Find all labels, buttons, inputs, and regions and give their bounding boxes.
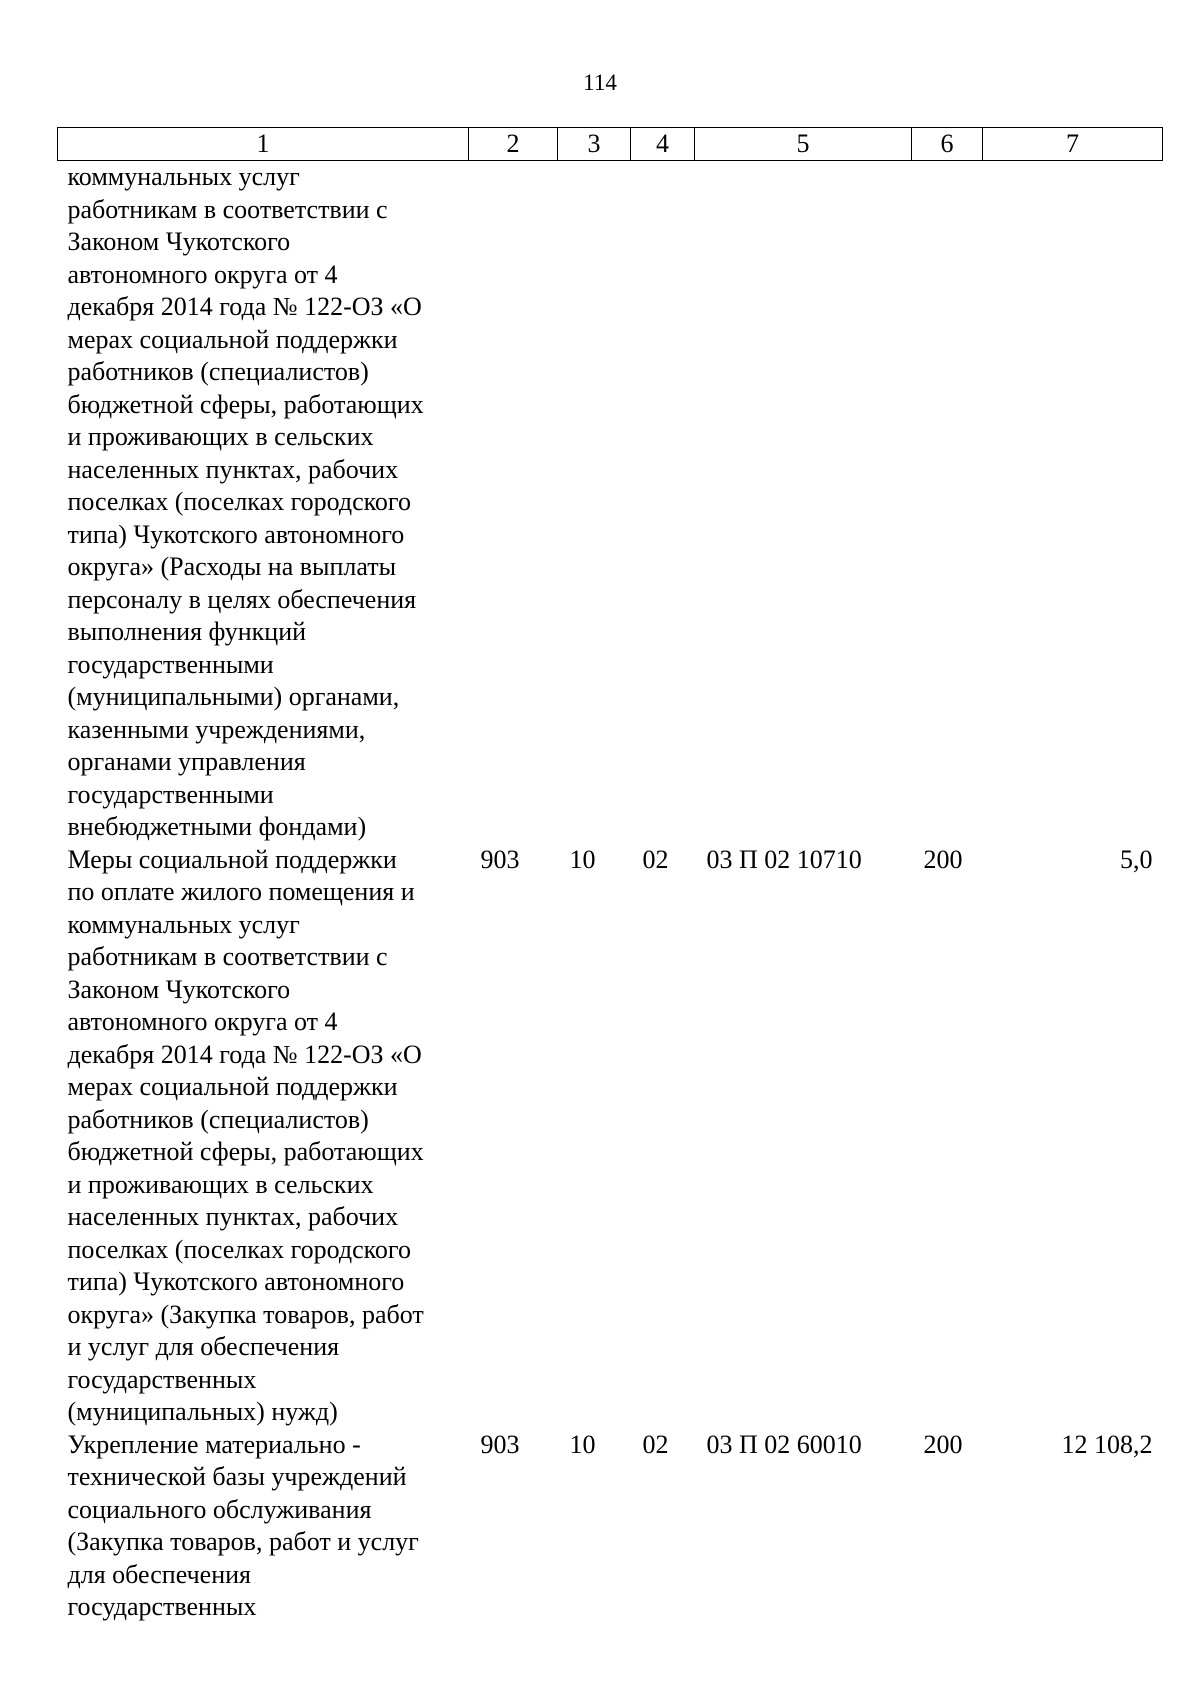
row-name-line: поселках (поселках городского bbox=[67, 487, 411, 516]
row-name-line: округа» (Закупка товаров, работ bbox=[67, 1299, 424, 1329]
amount-cell: 12 108,2 bbox=[1061, 1429, 1153, 1459]
expense-type-cell: 200 bbox=[923, 844, 963, 874]
row-name-line: государственных bbox=[67, 1592, 257, 1621]
row-name-line: работников (специалистов) bbox=[67, 1104, 369, 1134]
row-name-line: технической базы учреждений bbox=[67, 1462, 407, 1491]
row-name-line: для обеспечения bbox=[67, 1559, 251, 1589]
row-name-line: органами управления bbox=[67, 747, 306, 776]
row-name-line: персоналу в целях обеспечения bbox=[67, 584, 417, 614]
row-name-line: автономного округа от 4 bbox=[67, 1007, 338, 1036]
header-col-6: 6 bbox=[912, 128, 983, 161]
row-name-line: (муниципальных) нужд) bbox=[67, 1397, 338, 1426]
row-name-line: коммунальных услуг bbox=[67, 162, 300, 191]
row-name-cell bbox=[58, 161, 469, 844]
target-article-cell: 03 П 02 10710 bbox=[706, 844, 862, 874]
row-name-line: государственными bbox=[67, 649, 274, 679]
row-name-line: работникам в соответствии с bbox=[67, 194, 388, 224]
header-col-1: 1 bbox=[58, 128, 469, 161]
row-name-line: бюджетной сферы, работающих bbox=[67, 389, 424, 419]
row-name-line: поселках (поселках городского bbox=[67, 1234, 411, 1264]
table-row bbox=[58, 1429, 1163, 1624]
row-name-line: населенных пунктах, рабочих bbox=[67, 1202, 399, 1231]
row-name-line: государственными bbox=[67, 779, 274, 809]
budget-table bbox=[57, 127, 1163, 1624]
row-name-cell bbox=[58, 844, 469, 1429]
row-name-line: и услуг для обеспечения bbox=[67, 1332, 340, 1361]
row-name-line: мерах социальной поддержки bbox=[67, 1072, 398, 1101]
row-name-line: государственных bbox=[67, 1364, 257, 1394]
grbs-cell: 903 bbox=[480, 844, 520, 874]
row-name-line: декабря 2014 года № 122-ОЗ «О bbox=[67, 292, 422, 321]
header-col-7: 7 bbox=[983, 128, 1163, 161]
header-col-5: 5 bbox=[695, 128, 912, 161]
row-name-line: выполнения функций bbox=[67, 617, 307, 646]
row-name-line: бюджетной сферы, работающих bbox=[67, 1137, 424, 1166]
page-number: 114 bbox=[583, 70, 617, 95]
section-cell: 10 bbox=[569, 844, 596, 874]
row-name-line: (Закупка товаров, работ и услуг bbox=[67, 1527, 419, 1556]
table-body bbox=[58, 161, 1163, 1624]
row-name-line: и проживающих в сельских bbox=[67, 422, 374, 451]
table-row bbox=[58, 161, 1163, 844]
row-name-cell bbox=[58, 1429, 469, 1624]
grbs-cell bbox=[469, 161, 558, 844]
row-name-line: работников (специалистов) bbox=[67, 357, 369, 386]
section-cell bbox=[558, 161, 631, 844]
row-name-line: социального обслуживания bbox=[67, 1494, 372, 1524]
subsection-cell bbox=[631, 161, 695, 844]
expense-type-cell bbox=[912, 161, 983, 844]
header-col-4: 4 bbox=[631, 128, 695, 161]
row-name-line: по оплате жилого помещения и bbox=[67, 877, 415, 906]
row-name-line: типа) Чукотского автономного bbox=[67, 519, 405, 549]
expense-type-cell: 200 bbox=[923, 1429, 963, 1459]
header-col-3: 3 bbox=[558, 128, 631, 161]
row-name-line: мерах социальной поддержки bbox=[67, 324, 398, 354]
row-name-line: Укрепление материально - bbox=[67, 1429, 361, 1459]
table-row bbox=[58, 844, 1163, 1429]
target-article-cell: 03 П 02 60010 bbox=[706, 1429, 862, 1459]
row-name-line: и проживающих в сельских bbox=[67, 1169, 374, 1199]
row-name-line: Меры социальной поддержки bbox=[67, 844, 397, 874]
row-name-line: коммунальных услуг bbox=[67, 909, 300, 939]
subsection-cell: 02 bbox=[642, 844, 669, 874]
row-name-line: Законом Чукотского bbox=[67, 227, 291, 256]
row-name-line: внебюджетными фондами) bbox=[67, 812, 367, 841]
header-row bbox=[58, 128, 1163, 161]
header-col-2: 2 bbox=[469, 128, 558, 161]
row-name-line: типа) Чукотского автономного bbox=[67, 1267, 405, 1296]
section-cell: 10 bbox=[569, 1429, 596, 1459]
row-name-line: Законом Чукотского bbox=[67, 974, 291, 1004]
row-name-line: (муниципальными) органами, bbox=[67, 682, 400, 711]
row-name-line: округа» (Расходы на выплаты bbox=[67, 552, 397, 581]
subsection-cell: 02 bbox=[642, 1429, 669, 1459]
row-name-line: автономного округа от 4 bbox=[67, 259, 338, 289]
row-name-line: декабря 2014 года № 122-ОЗ «О bbox=[67, 1039, 422, 1069]
grbs-cell: 903 bbox=[480, 1429, 520, 1459]
row-name-line: работникам в соответствии с bbox=[67, 942, 388, 971]
row-name-line: населенных пунктах, рабочих bbox=[67, 454, 399, 484]
amount-cell: 5,0 bbox=[1120, 844, 1153, 874]
row-name-line: казенными учреждениями, bbox=[67, 714, 366, 744]
target-article-cell bbox=[695, 161, 912, 844]
amount-cell bbox=[983, 161, 1163, 844]
